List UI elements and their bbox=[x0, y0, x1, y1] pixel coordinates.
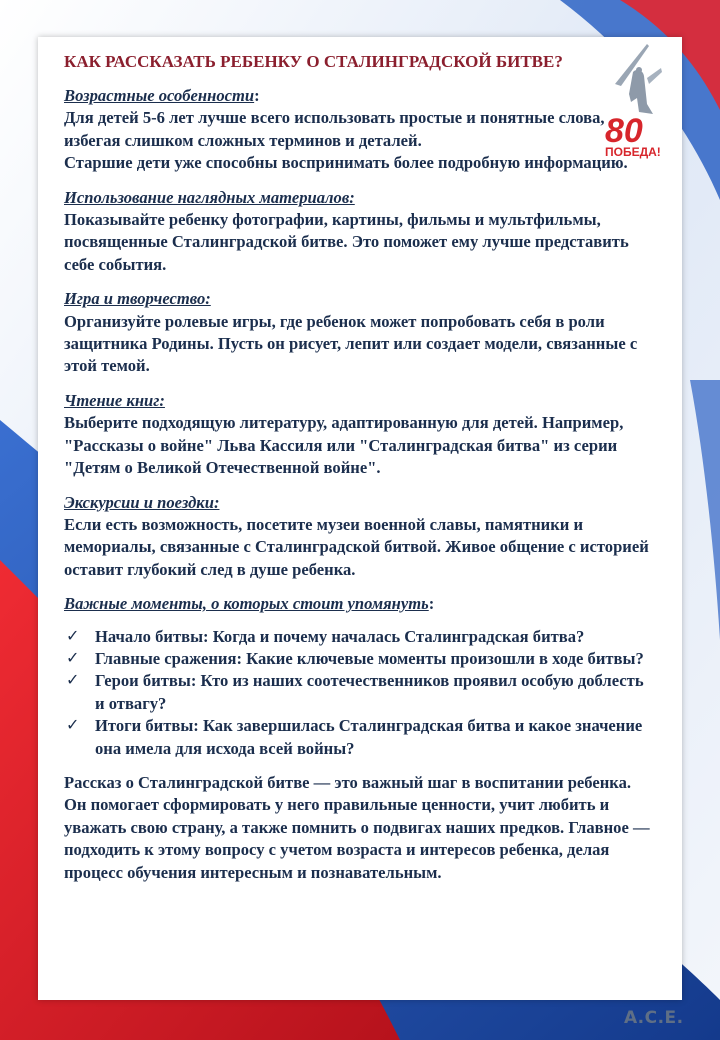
list-item: ✓ Итоги битвы: Как завершилась Сталинградская битва и какое значение она имела для исхода всей войны? bbox=[66, 716, 643, 758]
section-text: Организуйте ролевые игры, где ребенок может попробовать себя в роли защитника Родины. Пусть он рисует, лепит или создает модели, связанные с этой темой. bbox=[64, 311, 638, 376]
important-checklist bbox=[64, 626, 654, 760]
section-heading: Игра и творчество: bbox=[64, 289, 211, 309]
heading-colon: : bbox=[254, 86, 260, 105]
section-text: Выберите подходящую литературу, адаптированную для детей. Например, "Рассказы о войне" Льва Кассиля или "Сталинградская битва" из серии "Детям о Великой Отечественной войне". bbox=[64, 413, 624, 478]
section-text: Показывайте ребенку фотографии, картины, фильмы и мультфильмы, посвященные Сталинградской битве. Это поможет ему лучше представить себе события. bbox=[64, 210, 629, 274]
checkmark-icon: ✓ bbox=[66, 627, 80, 645]
section-text: Если есть возможность, посетите музеи военной славы, памятники и мемориалы, связанные с Сталинградской битвой. Живое общение с историей оставит глубокий след в душе ребенка. bbox=[64, 514, 649, 579]
page-title: КАК РАССКАЗАТЬ РЕБЕНКУ О СТАЛИНГРАДСКОЙ БИТВЕ? bbox=[64, 52, 563, 71]
section-heading: Использование наглядных материалов: bbox=[64, 187, 355, 207]
section-age bbox=[64, 85, 654, 175]
logo-number: 80 bbox=[605, 112, 643, 150]
victory-80-logo bbox=[603, 42, 663, 160]
section-text: Для детей 5-6 лет лучше всего использовать простые и понятные слова, избегая слишком сложных терминов и деталей. bbox=[64, 108, 605, 150]
section-excursions bbox=[64, 492, 654, 582]
card-content bbox=[64, 51, 654, 884]
list-item: ✓ Начало битвы: Когда и почему началась Сталинградская битва? bbox=[64, 626, 654, 648]
checkmark-icon: ✓ bbox=[66, 672, 80, 690]
section-heading: Чтение книг: bbox=[64, 390, 165, 410]
list-item: ✓ Главные сражения: Какие ключевые моменты произошли в ходе битвы? bbox=[64, 648, 654, 670]
list-item: ✓ Герои битвы: Кто из наших соотечественников проявил особую доблесть и отвагу? bbox=[66, 671, 644, 713]
checkmark-icon: ✓ bbox=[66, 649, 80, 667]
heading-colon: : bbox=[428, 594, 435, 614]
logo-caption: ПОБЕДА! bbox=[605, 145, 661, 159]
section-heading: Экскурсии и поездки: bbox=[64, 492, 220, 512]
author-signature: А.С.Е. bbox=[624, 1008, 684, 1028]
section-play bbox=[64, 288, 654, 378]
section-reading bbox=[64, 390, 654, 480]
checkmark-icon: ✓ bbox=[66, 717, 80, 735]
section-heading: Возрастные особенности bbox=[64, 86, 255, 105]
info-card bbox=[38, 37, 682, 1000]
section-heading: Важные моменты, о которых стоит упомянуть bbox=[64, 594, 429, 614]
section-visual-materials bbox=[64, 187, 654, 277]
section-important bbox=[64, 593, 654, 615]
motherland-statue-icon bbox=[615, 44, 662, 114]
section-text: Старшие дети уже способны воспринимать более подробную информацию. bbox=[64, 153, 628, 173]
closing-paragraph: Рассказ о Сталинградской битве — это важный шаг в воспитании ребенка. Он помогает сформировать у него правильные ценности, учит любить и уважать свою страну, а также помнить о подвигах наших предков. Главное — подходить к этому вопросу с учетом возраста и интересов ребенка, делая процесс обучения интересным и познавательным. bbox=[64, 772, 650, 882]
